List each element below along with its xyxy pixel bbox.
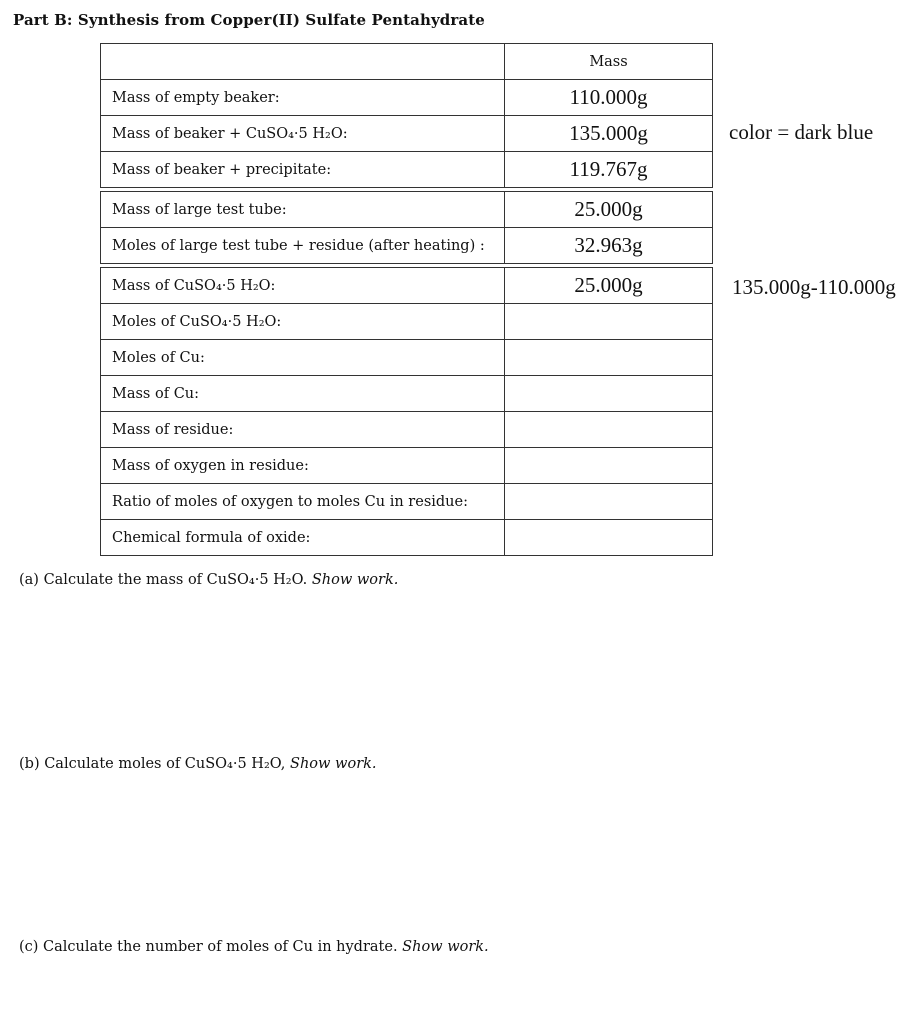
table-row — [101, 376, 713, 412]
page-title: Part B: Synthesis from Copper(II) Sulfate Pentahydrate — [13, 11, 485, 29]
table-row — [101, 412, 713, 448]
row-label: Ratio of moles of oxygen to moles Cu in residue: — [101, 484, 505, 520]
row-value[interactable]: 32.963g — [505, 228, 713, 264]
row-label: Mass of CuSO₄·5 H₂O: — [101, 268, 505, 304]
row-value[interactable]: 119.767g — [505, 152, 713, 188]
data-table — [100, 267, 713, 556]
row-value[interactable] — [505, 340, 713, 376]
row-label: Mass of beaker + precipitate: — [101, 152, 505, 188]
row-label: Mass of Cu: — [101, 376, 505, 412]
data-table-block-beaker — [100, 43, 713, 188]
row-label: Mass of oxygen in residue: — [101, 448, 505, 484]
row-label: Chemical formula of oxide: — [101, 520, 505, 556]
color-note: color = dark blue — [729, 120, 874, 144]
question-c-text: (c) Calculate the number of moles of Cu in hydrate. — [19, 939, 398, 955]
table-row — [101, 80, 713, 116]
question-a-text: (a) Calculate the mass of CuSO₄·5 H₂O. — [19, 572, 308, 588]
row-value[interactable] — [505, 304, 713, 340]
data-table — [100, 191, 713, 264]
row-value[interactable]: 110.000g — [505, 80, 713, 116]
row-value[interactable] — [505, 412, 713, 448]
table-row — [101, 484, 713, 520]
table-row — [101, 192, 713, 228]
row-label: Moles of Cu: — [101, 340, 505, 376]
question-a-show-work: Show work. — [311, 572, 399, 588]
calculation-note: 135.000g-110.000g — [732, 275, 896, 299]
row-value[interactable]: 25.000g — [505, 268, 713, 304]
row-label: Moles of large test tube + residue (after heating) : — [101, 228, 505, 264]
data-table-block-test-tube — [100, 191, 713, 264]
row-label: Mass of beaker + CuSO₄·5 H₂O: — [101, 116, 505, 152]
header-mass-cell: Mass — [505, 44, 713, 80]
table-header-row — [101, 44, 713, 80]
row-label: Mass of empty beaker: — [101, 80, 505, 116]
question-b — [19, 756, 377, 772]
question-c — [19, 939, 489, 955]
row-value[interactable]: 135.000g — [505, 116, 713, 152]
table-row — [101, 228, 713, 264]
header-label-cell — [101, 44, 505, 80]
table-row — [101, 152, 713, 188]
row-label: Mass of large test tube: — [101, 192, 505, 228]
row-label: Mass of residue: — [101, 412, 505, 448]
table-row — [101, 116, 713, 152]
data-table-block-calculations — [100, 267, 713, 556]
row-value[interactable] — [505, 520, 713, 556]
data-table — [100, 43, 713, 188]
question-b-show-work: Show work. — [290, 756, 377, 772]
table-row — [101, 304, 713, 340]
question-c-show-work: Show work. — [402, 939, 489, 955]
table-row — [101, 448, 713, 484]
table-row — [101, 268, 713, 304]
table-row — [101, 520, 713, 556]
table-row — [101, 340, 713, 376]
row-value[interactable] — [505, 484, 713, 520]
row-value[interactable]: 25.000g — [505, 192, 713, 228]
row-label: Moles of CuSO₄·5 H₂O: — [101, 304, 505, 340]
row-value[interactable] — [505, 448, 713, 484]
question-a — [19, 572, 398, 588]
row-value[interactable] — [505, 376, 713, 412]
question-b-text: (b) Calculate moles of CuSO₄·5 H₂O, — [19, 756, 286, 772]
